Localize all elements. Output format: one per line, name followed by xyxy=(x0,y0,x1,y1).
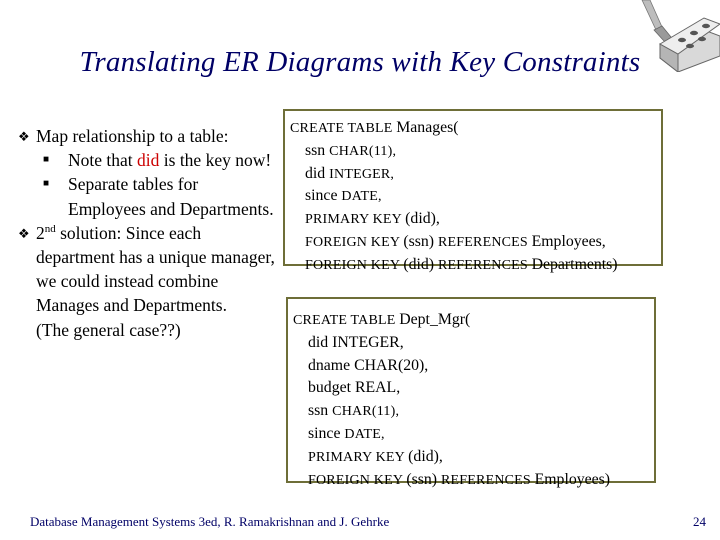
sql-identifier: Employees) xyxy=(534,470,611,488)
sql-line xyxy=(293,400,654,423)
highlight-did: did xyxy=(137,150,160,171)
sub-bullet-text: Separate tables for Employees and Departments. xyxy=(68,174,274,219)
bullet-diamond-icon: ❖ xyxy=(18,129,30,144)
sql-identifier: dname xyxy=(308,356,355,374)
sub-bullet-text-pre: Note that xyxy=(68,150,138,171)
sql-identifier: ssn xyxy=(305,141,330,159)
sql-line xyxy=(290,163,661,186)
sql-line xyxy=(293,423,654,446)
bullet-item xyxy=(18,124,276,148)
ordinal-suffix: nd xyxy=(44,222,56,235)
database-logo-icon xyxy=(612,0,720,72)
sql-line xyxy=(290,140,661,163)
sql-identifier: Departments) xyxy=(531,255,618,273)
bullet-square-icon: ■ xyxy=(43,178,50,190)
sql-line xyxy=(293,309,654,332)
sql-identifier: (did) xyxy=(403,255,438,273)
sql-keyword: FOREIGN KEY xyxy=(308,472,407,488)
sql-identifier: did xyxy=(305,164,330,182)
bullet-square-icon: ■ xyxy=(43,154,50,166)
sql-keyword: REFERENCES xyxy=(438,234,532,250)
bullet-diamond-icon: ❖ xyxy=(18,225,30,241)
sql-keyword: INTEGER, xyxy=(332,333,404,351)
sql-keyword: REFERENCES xyxy=(437,257,532,273)
sql-identifier: Manages( xyxy=(396,119,459,136)
sql-keyword: FOREIGN KEY xyxy=(305,234,404,250)
sql-line xyxy=(293,332,654,355)
sql-identifier: did xyxy=(308,333,333,351)
sql-line xyxy=(290,254,661,277)
sql-manages-box xyxy=(283,109,663,273)
sql-identifier: (ssn) xyxy=(403,232,438,250)
sql-line xyxy=(290,208,661,231)
sql-identifier: since xyxy=(305,187,342,205)
sql-keyword: DATE, xyxy=(344,426,385,442)
slide-title: Translating ER Diagrams with Key Constraints xyxy=(79,46,641,78)
sql-line xyxy=(293,377,654,400)
sql-line xyxy=(290,231,661,254)
sql-line xyxy=(290,117,661,140)
sql-identifier: Dept_Mgr( xyxy=(399,311,471,328)
sql-line xyxy=(293,446,654,469)
sql-keyword: FOREIGN KEY xyxy=(305,257,404,273)
sql-keyword: PRIMARY KEY xyxy=(308,449,409,465)
bullet-note: (The general case??) xyxy=(36,319,181,340)
sql-keyword: CREATE TABLE xyxy=(290,121,397,136)
sql-keyword: CREATE TABLE xyxy=(293,313,400,328)
sql-identifier: ssn xyxy=(308,402,333,420)
sql-identifier: (did), xyxy=(408,447,443,465)
sql-line xyxy=(293,469,654,492)
sql-keyword: REFERENCES xyxy=(441,472,535,488)
sql-keyword: CHAR(11), xyxy=(332,404,400,420)
slide-footer: Database Management Systems 3ed, R. Ramakrishnan and J. Gehrke xyxy=(30,514,390,529)
sql-keyword: DATE, xyxy=(341,189,382,205)
sql-keyword: INTEGER, xyxy=(329,166,395,182)
sql-identifier: budget xyxy=(308,379,355,397)
sql-keyword: CHAR(20), xyxy=(354,356,429,374)
sql-line xyxy=(290,185,661,208)
bullet-text-pre: 2 xyxy=(36,222,45,243)
bullet-list xyxy=(18,124,276,342)
sql-keyword: CHAR(11), xyxy=(329,143,397,159)
page-number: 24 xyxy=(693,514,706,529)
bullet-item xyxy=(18,221,276,342)
sql-line xyxy=(293,355,654,378)
sql-keyword: PRIMARY KEY xyxy=(305,212,406,228)
sql-identifier: (ssn) xyxy=(406,470,441,488)
sql-identifier: Employees, xyxy=(531,232,606,250)
sub-bullet-text-post: is the key now! xyxy=(159,150,272,171)
sql-dept-mgr-box xyxy=(286,297,656,488)
sub-bullet-item xyxy=(18,148,276,172)
sql-identifier: since xyxy=(308,424,345,442)
bullet-text-post: solution: Since each department has a unique manager, we could instead combine Manages and Departments. xyxy=(36,222,275,316)
sub-bullet-item xyxy=(18,172,276,220)
bullet-text: Map relationship to a table: xyxy=(36,126,229,146)
sql-identifier: (did), xyxy=(405,210,440,228)
sql-keyword: REAL, xyxy=(354,379,401,397)
